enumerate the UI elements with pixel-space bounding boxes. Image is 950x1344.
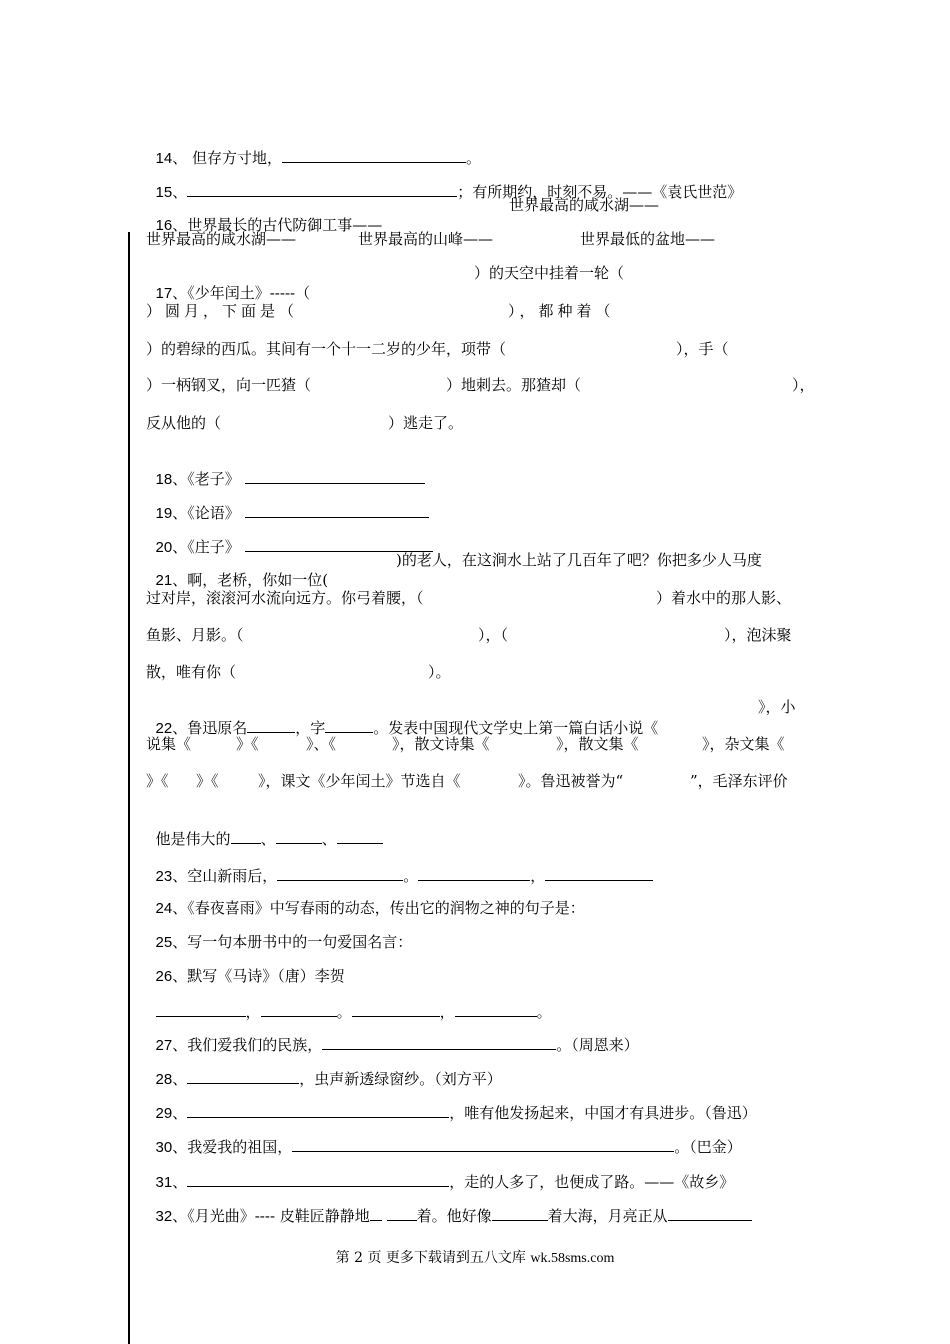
question-number: 16 — [155, 217, 173, 234]
question-20: 20、《庄子》 — [146, 516, 433, 558]
question-24: 24、《春夜喜雨》中写春雨的动态，传出它的润物之神的句子是： — [155, 899, 585, 917]
question-number: 22 — [155, 720, 173, 737]
question-number: 28 — [155, 1071, 173, 1088]
question-number: 32 — [155, 1208, 173, 1225]
answer-blank[interactable] — [292, 1136, 674, 1152]
question-22-part: 》《 — [196, 772, 219, 790]
answer-blank[interactable] — [370, 1205, 382, 1221]
question-number: 31 — [155, 1174, 173, 1191]
question-17-part: ），都种着（ — [508, 302, 615, 320]
question-31: 31、 ，走的人多了，也便成了路。——《故乡》 — [155, 1173, 735, 1191]
question-21-part: ），（ — [478, 626, 509, 644]
question-number: 30 — [155, 1139, 173, 1156]
question-22-part: 》，散文诗集《 — [392, 735, 490, 753]
question-22-part: ”，毛泽东评价 — [690, 772, 788, 790]
question-17-part: ）的碧绿的西瓜。其间有一个十一二岁的少年，项带（ — [146, 340, 507, 358]
question-number: 15 — [155, 184, 173, 201]
question-21-part: 鱼影、月影。（ — [146, 626, 244, 644]
question-number: 23 — [155, 868, 173, 885]
question-21-part: ）着水中的那人影、 — [656, 589, 792, 607]
question-17: 17、《少年闰土》-----（ — [155, 284, 311, 302]
question-22-part: 》、《 — [306, 735, 337, 753]
question-17-part: 反从他的（ — [146, 414, 222, 432]
question-15: 15、 ；有所期约，时刻不易。——《袁氏世范》 — [155, 183, 743, 201]
question-22-part: 》，课文《少年闰土》节选自《 — [258, 772, 461, 790]
page-footer: 第 2 页 更多下载请到五八文库 wk.58sms.com — [335, 1250, 615, 1266]
answer-blank[interactable] — [387, 1205, 417, 1221]
answer-blank[interactable] — [668, 1205, 752, 1221]
answer-blank[interactable] — [492, 1205, 548, 1221]
question-22-part: 他是伟大的 、 、 — [146, 808, 383, 849]
question-14: 14、 但存方寸地， 。 — [155, 149, 482, 167]
question-17-part: ）圆月，下面是（ — [146, 302, 299, 320]
question-number: 20 — [155, 539, 173, 556]
question-21-part: ），泡沫聚 — [724, 626, 792, 644]
question-26: 26、默写《马诗》（唐）李贺 — [155, 967, 345, 985]
left-margin-line — [128, 232, 130, 1344]
question-17-part: ）逃走了。 — [388, 414, 464, 432]
question-22: 22、鲁迅原名 ，字 。发表中国现代文学史上第一篇白话小说《 — [155, 719, 659, 737]
answer-blank[interactable] — [337, 828, 383, 844]
answer-blank[interactable] — [276, 828, 322, 844]
question-number: 17 — [155, 285, 173, 302]
question-26-blanks: ， 。 ， 。 — [146, 981, 552, 1022]
question-number: 27 — [155, 1037, 173, 1054]
question-16: 16、世界最长的古代防御工事—— — [155, 216, 383, 234]
answer-blank[interactable] — [247, 717, 295, 733]
question-21-part: 散，唯有你（ — [146, 663, 237, 681]
question-25: 25、写一句本册书中的一句爱国名言： — [155, 933, 413, 951]
question-number: 21 — [155, 572, 173, 589]
question-21: 21、啊，老桥，你如一位( — [155, 571, 329, 589]
question-number: 24 — [155, 900, 173, 917]
question-32: 32、《月光曲》---- 皮鞋匠静静地 着。他好像 着大海，月亮正从 — [146, 1185, 752, 1227]
question-16-part: 世界最高的咸水湖—— — [509, 196, 660, 214]
question-21-part: )的老人，在这涧水上站了几百年了吧？你把多少人马度 — [396, 551, 762, 569]
question-22-part: 》。鲁迅被誉为“ — [518, 772, 624, 790]
question-number: 25 — [155, 934, 173, 951]
question-21-part: ）。 — [428, 663, 451, 681]
question-number: 26 — [155, 968, 173, 985]
question-27: 27、我们爱我们的民族， 。（周恩来） — [155, 1036, 639, 1054]
question-29: 29、 ，唯有他发扬起来，中国才有具进步。（鲁迅） — [155, 1104, 757, 1122]
question-22-part: 》《 — [236, 735, 259, 753]
question-22-part: 》，小 — [758, 698, 796, 716]
question-16-part: 世界最高的咸水湖—— — [146, 230, 297, 248]
question-17-part: ）一柄钢叉，向一匹猹（ — [146, 376, 312, 394]
question-17-part: ），手（ — [676, 340, 729, 358]
question-16-part: 世界最低的盆地—— — [580, 230, 716, 248]
question-number: 18 — [155, 471, 173, 488]
question-17-part: ）的天空中挂着一轮（ — [474, 264, 625, 282]
question-22-part: 》，杂文集《 — [702, 735, 785, 753]
answer-blank[interactable] — [325, 717, 373, 733]
question-30: 30、我爱我的祖国， 。（巴金） — [155, 1138, 742, 1156]
question-23: 23、空山新雨后， 。 ， — [146, 845, 653, 887]
question-number: 19 — [155, 505, 173, 522]
question-18: 18、《老子》 — [146, 448, 425, 490]
question-17-part: ）， — [792, 376, 815, 394]
question-28: 28、 ，虫声新透绿窗纱。（刘方平） — [155, 1070, 502, 1088]
footer-link[interactable]: wk.58sms.com — [530, 1251, 615, 1266]
question-22-part: 》《 — [146, 772, 169, 790]
question-number: 29 — [155, 1105, 173, 1122]
question-number: 14 — [155, 150, 173, 167]
question-16-part: 世界最高的山峰—— — [358, 230, 494, 248]
question-17-part: ）地刺去。那猹却（ — [446, 376, 582, 394]
question-22-part: 说集《 — [146, 735, 192, 753]
question-19: 19、《论语》 — [146, 482, 429, 524]
question-22-part: 》，散文集《 — [556, 735, 639, 753]
answer-blank[interactable] — [231, 828, 261, 844]
question-21-part: 过对岸，滚滚河水流向远方。你弓着腰，（ — [146, 589, 424, 607]
